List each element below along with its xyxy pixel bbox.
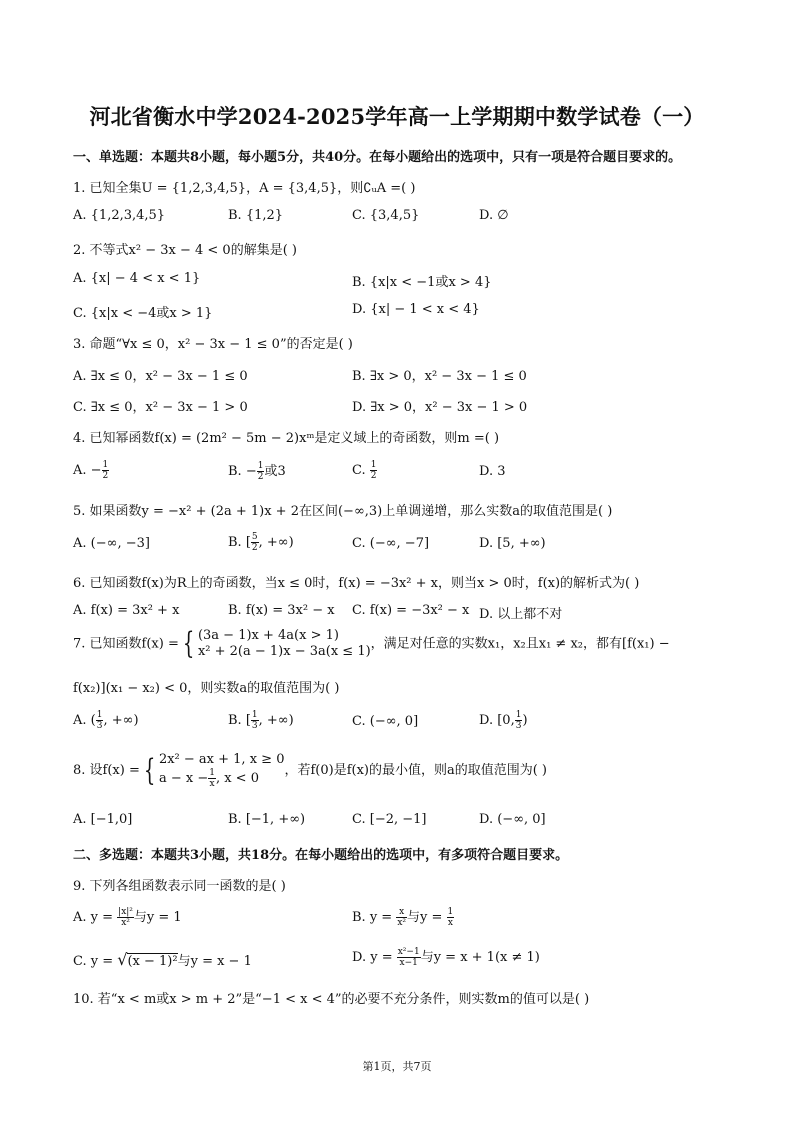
fraction-one-half — [102, 460, 110, 481]
question-7-option-b — [228, 710, 294, 731]
denominator: 3 — [96, 721, 103, 731]
numerator: x²−1 — [397, 947, 420, 957]
question-3-option-d: D. ∃x > 0，x² − 3x − 1 > 0 — [352, 400, 528, 415]
option-d-prefix: D. [0, — [479, 713, 515, 728]
case-2 — [159, 768, 285, 789]
question-6-stem: 6. 已知函数f(x)为R上的奇函数，当x ≤ 0时，f(x) = −3x² + x，则当x > 0时，f(x)的解析式为( ) — [73, 576, 640, 591]
case-1: (3a − 1)x + 4a(x > 1) — [197, 628, 339, 643]
numerator: |x|² — [118, 907, 133, 917]
question-9-option-a — [73, 906, 182, 928]
option-c-suffix: 与y = x − 1 — [177, 954, 252, 969]
stem-prefix: 8. 设f(x) = — [73, 763, 140, 778]
question-2-option-a: A. {x| − 4 < x < 1} — [73, 271, 201, 286]
left-brace-icon: { — [182, 626, 195, 661]
section-heading-multiple-choice: 二、多选题：本题共3小题，共18分。在每小题给出的选项中，有多项符合题目要求。 — [73, 848, 569, 863]
question-2-option-b: B. {x|x < −1或x > 4} — [352, 275, 492, 290]
numerator: 1 — [96, 710, 103, 720]
question-4-option-d: D. 3 — [479, 464, 506, 479]
question-5-option-b — [228, 532, 294, 553]
case-2-suffix: , x < 0 — [215, 771, 259, 786]
fraction-one-over-x — [447, 907, 455, 928]
fraction-one-third — [251, 710, 259, 731]
option-b-middle: 与y = — [407, 910, 443, 925]
denominator: x — [447, 918, 453, 928]
case-2-prefix: a − x − — [158, 771, 209, 786]
option-d-suffix: ) — [522, 713, 528, 728]
radicand: (x − 1)² — [127, 954, 178, 969]
denominator: 3 — [515, 721, 522, 731]
question-1-option-c: C. {3,4,5} — [352, 208, 420, 223]
case-1: 2x² − ax + 1, x ≥ 0 — [158, 752, 285, 767]
question-8-option-c: C. [−2, −1] — [352, 812, 427, 827]
question-4-option-a — [73, 460, 109, 481]
question-8-option-b: B. [−1, +∞) — [228, 812, 306, 827]
denominator: x² — [121, 918, 130, 928]
question-4-option-b — [228, 460, 286, 482]
fraction-one-half — [370, 460, 378, 481]
option-c-prefix: C. y = — [73, 954, 114, 969]
numerator: x — [396, 907, 407, 918]
numerator: 1 — [251, 710, 258, 720]
fraction-one-over-x — [208, 768, 216, 789]
fraction-x-over-x-squared — [396, 907, 407, 928]
question-9-option-d — [352, 946, 540, 968]
option-a-prefix: A. ( — [73, 713, 96, 728]
question-9-option-c — [73, 950, 252, 969]
question-1-stem: 1. 已知全集U = {1,2,3,4,5}，A = {3,4,5}，则∁ᵤA =( ) — [73, 181, 416, 196]
option-a-prefix: A. y = — [73, 910, 114, 925]
option-a-suffix: , +∞) — [103, 713, 139, 728]
question-7-option-c: C. (−∞, 0] — [352, 714, 419, 729]
question-8-stem — [73, 752, 547, 789]
case-2: x² + 2(a − 1)x − 3a(x ≤ 1) — [197, 644, 371, 659]
numerator: 1 — [515, 710, 522, 720]
option-b-prefix: B. y = — [352, 910, 393, 925]
question-2-option-c: C. {x|x < −4或x > 1} — [73, 306, 213, 321]
square-root-icon: √ — [117, 950, 128, 969]
option-d-prefix: D. y = — [352, 950, 393, 965]
denominator: x² — [397, 918, 407, 928]
numerator: 1 — [447, 907, 454, 917]
question-7-option-d — [479, 710, 528, 731]
option-d-suffix: 与y = x + 1(x ≠ 1) — [420, 950, 540, 965]
question-9-stem: 9. 下列各组函数表示同一函数的是( ) — [73, 879, 286, 894]
question-5-stem: 5. 如果函数y = −x² + (2a + 1)x + 2在区间(−∞,3)上单调递增，那么实数a的取值范围是( ) — [73, 504, 613, 519]
denominator: 2 — [102, 471, 109, 481]
option-b-prefix: B. [ — [228, 713, 251, 728]
piecewise-cases — [159, 752, 285, 789]
denominator: 2 — [251, 543, 258, 553]
stem-suffix: ，满足对任意的实数x₁，x₂且x₁ ≠ x₂，都有[f(x₁) − — [370, 636, 670, 652]
denominator: 2 — [257, 472, 264, 482]
numerator: 1 — [370, 460, 377, 470]
question-7-option-a — [73, 710, 139, 731]
question-6-option-c: C. f(x) = −3x² − x — [352, 603, 470, 618]
question-10-stem: 10. 若“x < m或x > m + 2”是“−1 < x < 4”的必要不充分条件，则实数m的值可以是( ) — [73, 992, 590, 1007]
option-c-prefix: C. — [352, 463, 370, 478]
question-1-option-d: D. ∅ — [479, 208, 509, 223]
question-3-option-b: B. ∃x > 0，x² − 3x − 1 ≤ 0 — [352, 369, 527, 384]
question-4-stem: 4. 已知幂函数f(x) = (2m² − 5m − 2)xᵐ是定义域上的奇函数，则m =( ) — [73, 431, 500, 446]
left-brace-icon: { — [143, 752, 156, 788]
stem-prefix: 7. 已知函数f(x) = — [73, 636, 179, 652]
question-7-stem-line-2: f(x₂)](x₁ − x₂) < 0，则实数a的取值范围为( ) — [73, 681, 340, 696]
option-b-suffix: , +∞) — [258, 713, 294, 728]
fraction-x-squared-minus-1-over-x-minus-1 — [397, 947, 421, 968]
question-5-option-a: A. (−∞, −3] — [73, 536, 150, 551]
question-3-option-c: C. ∃x ≤ 0，x² − 3x − 1 > 0 — [73, 400, 248, 415]
denominator: 2 — [370, 471, 377, 481]
question-6-option-d: D. 以上都不对 — [479, 607, 563, 622]
question-6-option-a: A. f(x) = 3x² + x — [73, 603, 180, 618]
question-4-option-c — [352, 460, 377, 481]
numerator: 1 — [102, 460, 109, 470]
option-b-prefix: B. [ — [228, 535, 251, 550]
question-1-option-b: B. {1,2} — [228, 208, 284, 223]
option-b-suffix: , +∞) — [258, 535, 294, 550]
denominator: x−1 — [399, 958, 418, 968]
piecewise-cases — [198, 628, 371, 660]
option-a-suffix: 与y = 1 — [133, 910, 182, 925]
numerator: 1 — [209, 768, 215, 778]
fraction-five-halves — [251, 532, 259, 553]
page-footer: 第1页，共7页 — [362, 1060, 432, 1073]
stem-suffix: ，若f(0)是f(x)的最小值，则a的取值范围为( ) — [284, 763, 548, 778]
question-2-option-d: D. {x| − 1 < x < 4} — [352, 302, 480, 317]
denominator: x — [209, 779, 215, 789]
numerator: 1 — [257, 461, 264, 471]
numerator: 5 — [251, 532, 258, 542]
question-3-option-a: A. ∃x ≤ 0，x² − 3x − 1 ≤ 0 — [73, 369, 248, 384]
question-8-option-a: A. [−1,0] — [73, 812, 133, 827]
question-1-option-a: A. {1,2,3,4,5} — [73, 208, 166, 223]
question-5-option-c: C. (−∞, −7] — [352, 536, 430, 551]
fraction-abs-x-squared-over-x-squared — [117, 907, 134, 928]
question-6-option-b: B. f(x) = 3x² − x — [228, 603, 335, 618]
question-7-stem — [73, 628, 670, 660]
section-heading-single-choice: 一、单选题：本题共8小题，每小题5分，共40分。在每小题给出的选项中，只有一项是符合题目要求的。 — [73, 150, 682, 165]
option-b-suffix: 或3 — [264, 464, 286, 479]
question-5-option-d: D. [5, +∞) — [479, 536, 546, 551]
option-a-prefix: A. − — [73, 463, 102, 478]
option-b-prefix: B. − — [228, 464, 257, 479]
question-8-option-d: D. (−∞, 0] — [479, 812, 546, 827]
page-title: 河北省衡水中学2024-2025学年高一上学期期中数学试卷（一） — [89, 104, 705, 129]
question-2-stem: 2. 不等式x² − 3x − 4 < 0的解集是( ) — [73, 243, 297, 258]
question-3-stem: 3. 命题“∀x ≤ 0，x² − 3x − 1 ≤ 0”的否定是( ) — [73, 337, 353, 352]
denominator: 3 — [251, 721, 258, 731]
question-9-option-b — [352, 906, 454, 928]
